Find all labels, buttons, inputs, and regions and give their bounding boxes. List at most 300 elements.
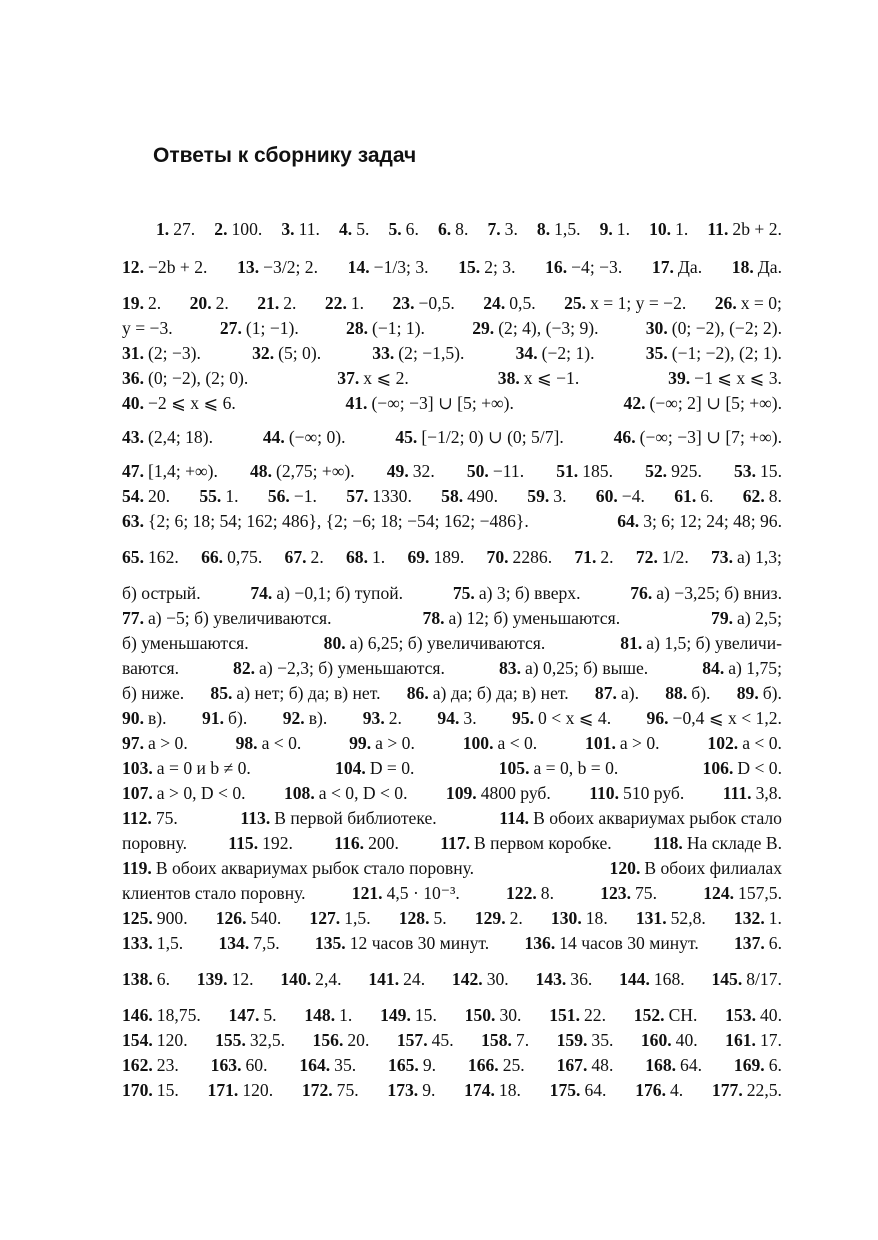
answer-value: 35. [591,1029,614,1050]
answer-value: б). [762,682,782,703]
answer-number: 131. [635,907,667,928]
answer-item [674,486,713,507]
answer-item [122,933,183,954]
answer-number: 34. [515,342,538,363]
answer-item [467,461,524,482]
answer-item [487,547,553,568]
answer-value: 9. [422,1054,437,1075]
answer-item [252,343,321,364]
answer-item [214,219,262,240]
answer-number: 49. [386,460,409,481]
answer-number: 95. [512,707,535,728]
answer-number: 79. [711,607,734,628]
answer-item [250,461,355,482]
answer-item [549,1005,606,1026]
answer-number: 16. [545,256,568,277]
answer-number: 66. [201,546,224,567]
answer-number: 91. [202,707,225,728]
answer-item [556,461,613,482]
answer-item [438,219,468,240]
answer-value: 64. [584,1079,607,1100]
answer-value: D < 0. [737,757,782,778]
answer-item [218,933,279,954]
answer-value: 6. [768,1054,782,1075]
answer-value: (−1; −2), (2; 1). [671,342,782,363]
answer-item [703,883,782,904]
answer-number: 15. [458,256,481,277]
answer-value: [1,4; +∞). [148,460,218,481]
answer-item [463,733,538,754]
answer-item [524,933,698,954]
answer-item [199,486,238,507]
answer-value: (2,75; +∞). [275,460,355,481]
answer-item [707,733,782,754]
answer-value: 15. [759,460,782,481]
answer-item [734,933,782,954]
answer-item [703,758,782,779]
answer-item [122,1055,179,1076]
answer-value: 2,4. [315,968,342,989]
answer-value: −1/3; 3. [373,256,429,277]
answer-item [299,1055,356,1076]
answer-item [481,1030,529,1051]
answer-number: 102. [707,732,739,753]
answer-number: 27. [219,317,242,338]
answer-number: 109. [445,782,477,803]
answer-value: (−∞; 2] ∪ [5; +∞). [649,392,782,413]
answer-number: 17. [651,256,674,277]
answer-value: 6. [700,485,714,506]
answer-item [349,733,415,754]
answer-line [122,1075,782,1105]
answer-value: 162. [148,546,179,567]
answer-value: 15. [414,1004,437,1025]
answer-item [216,908,282,929]
answer-value: 3,8. [755,782,782,803]
answer-number: 89. [736,682,759,703]
answer-number: 173. [387,1079,419,1100]
answer-item [122,547,179,568]
answer-number: 144. [619,968,650,989]
answer-value: 60. [245,1054,268,1075]
answer-item [712,1080,782,1101]
answer-item [122,783,246,804]
answer-item [512,708,611,729]
answer-item [441,486,498,507]
answer-number: 82. [233,657,256,678]
answer-number: 26. [714,292,737,313]
answer-number: 161. [725,1029,756,1050]
answer-value: 2. [148,292,162,313]
answer-value: 35. [334,1054,357,1075]
answer-value: 2b + 2. [732,218,782,239]
answer-value: В первой библиотеке. [274,807,437,828]
answer-value: 1330. [372,485,412,506]
answer-value: (1; −1). [245,317,299,338]
answer-item [122,368,248,389]
answer-value: 64. [680,1054,703,1075]
answer-item [228,833,293,854]
answer-item [337,368,409,389]
answer-value: а) −0,1; б) тупой. [276,582,404,603]
answer-value: CH. [668,1004,698,1025]
answer-item [395,427,563,448]
answer-item [475,908,523,929]
answer-number: 1. [156,218,170,239]
answer-value: 9. [422,1079,436,1100]
answer-number: 13. [237,256,260,277]
answer-value: 20. [148,485,170,506]
answer-number: 12. [122,256,144,277]
answer-number: 152. [633,1004,665,1025]
answer-number: 160. [640,1029,672,1050]
answer-value: 1/2. [661,546,689,567]
answer-value: −3/2; 2. [263,256,318,277]
answer-number: 5. [388,218,402,239]
answer-item [122,608,332,629]
answer-number: 69. [407,546,430,567]
answer-item [122,758,251,779]
answer-number: 57. [346,485,369,506]
answer-value: 925. [671,460,702,481]
answer-number: 61. [674,485,697,506]
answer-value: 1. [768,907,782,928]
answer-number: 174. [464,1079,495,1100]
answer-value: 8. [455,218,469,239]
answer-number: 73. [711,546,733,567]
answer-value: 192. [262,832,293,853]
answer-value: 20. [347,1029,370,1050]
answer-item [210,683,380,704]
answer-value: 75. [635,882,657,903]
answer-number: 55. [199,485,222,506]
answer-number: 80. [323,632,346,653]
answer-value: −11. [492,460,525,481]
answer-value: 3. [504,218,518,239]
answer-number: 98. [235,732,258,753]
answer-item [617,511,782,532]
answer-value: 27. [173,218,196,239]
answer-value: 157,5. [738,882,782,903]
answer-value: 14 часов 30 минут. [559,932,699,953]
answer-item [380,1005,437,1026]
answer-item [635,1080,683,1101]
answer-item [483,293,535,314]
answer-number: 176. [635,1079,666,1100]
answer-value: [−1/2; 0) ∪ (0; 5/7]. [421,426,564,447]
answer-number: 139. [196,968,228,989]
answer-item [702,658,782,679]
answer-value: 100. [231,218,263,239]
answer-number: 135. [314,932,346,953]
answer-value: 6. [768,932,782,953]
answer-number: 146. [122,1004,153,1025]
answer-value: x = 0; [740,292,782,313]
answer-number: 72. [635,546,658,567]
answer-value: −1. [293,485,317,506]
answer-number: 58. [441,485,464,506]
answer-value: 2286. [512,546,553,567]
answer-item [197,969,254,990]
answer-item [458,257,515,278]
answer-number: 50. [466,460,489,481]
answer-number: 101. [585,732,616,753]
answer-item [283,708,328,729]
answer-value: 120. [156,1029,188,1050]
answer-value: (−1; 1). [372,317,425,338]
answer-number: 153. [725,1004,756,1025]
answer-item [348,257,429,278]
answer-value: а) нет; б) да; в) нет. [236,682,381,703]
answer-value: б). [228,707,248,728]
answer-number: 20. [189,292,212,313]
answer-item [122,858,474,879]
answer-item [564,293,686,314]
answer-value: x ⩽ 2. [363,367,409,388]
answer-value: а) −5; б) увеличиваются. [148,607,332,628]
answer-item [600,883,657,904]
answer-number: 33. [372,342,395,363]
answer-number: 140. [280,968,312,989]
answer-number: 22. [324,292,347,313]
answer-item [122,427,213,448]
answer-item [453,583,581,604]
answer-value: a > 0. [148,732,188,753]
answer-value: 7. [515,1029,530,1050]
answer-number: 107. [122,782,153,803]
answer-value: a = 0 и b ≠ 0. [156,757,251,778]
answer-number: 18. [731,256,754,277]
answer-value: 22,5. [746,1079,782,1100]
answer-item [468,1055,525,1076]
answer-number: 63. [122,510,144,531]
answer-number: 142. [451,968,483,989]
answer-value: 1,5. [344,907,371,928]
answer-number: 124. [703,882,735,903]
answer-item [624,393,782,414]
answer-value: 2. [215,292,229,313]
answer-item [707,219,782,240]
answer-item [506,883,554,904]
answer-value: 0 < x ⩽ 4. [538,707,612,728]
answer-item [647,708,782,729]
answer-value: x ⩽ −1. [523,367,580,388]
answer-item [649,219,688,240]
answer-number: 37. [337,367,360,388]
answer-number: 4. [338,218,353,239]
answer-value: 1. [675,218,689,239]
answer-value: а) 6,25; б) увеличиваются. [349,632,546,653]
answer-number: 171. [207,1079,239,1100]
answer-value: а). [620,682,639,703]
answer-value: 7,5. [253,932,280,953]
answer-number: 165. [388,1054,419,1075]
answer-value: а) 0,25; б) выше. [524,657,649,678]
answer-number: 90. [122,707,144,728]
answer-value: 6. [156,968,170,989]
answer-item [211,1055,268,1076]
answer-value: 18. [585,907,608,928]
answer-number: 56. [267,485,290,506]
answer-number: 105. [498,757,530,778]
answer-item [122,393,236,414]
answer-item [122,257,207,278]
answer-line [122,252,782,282]
answer-value: −1 ⩽ x ⩽ 3. [694,367,782,388]
answer-value: Да. [677,256,703,277]
answer-number: 137. [734,932,765,953]
answer-item [619,969,685,990]
answer-item [550,1080,607,1101]
answer-value: (−2; 1). [541,342,595,363]
answer-number: 39. [668,367,691,388]
answer-item [725,1005,782,1026]
answer-number: 123. [600,882,631,903]
answer-value: В обоих аквариумах рыбок стало [533,807,782,828]
answer-value: −0,5. [418,292,455,313]
answer-value: (2; −3). [148,342,201,363]
answer-number: 145. [711,968,743,989]
answer-number: 96. [646,707,669,728]
answer-value: 5. [433,907,447,928]
answer-item: ваются. [122,657,179,678]
answer-item [668,368,782,389]
answer-number: 168. [645,1054,677,1075]
answer-item [527,486,566,507]
answer-value: (5; 0). [278,342,322,363]
answer-item [208,1080,274,1101]
answer-value: 0,5. [509,292,536,313]
answer-value: 5. [356,218,370,239]
answer-item [325,293,364,314]
answer-value: 189. [433,546,465,567]
answer-item [387,1080,435,1101]
answer-value: а) да; б) да; в) нет. [432,682,569,703]
answer-item [122,486,170,507]
answer-item [388,219,418,240]
answer-value: 490. [467,485,498,506]
answer-number: 70. [486,546,509,567]
answer-number: 64. [617,510,640,531]
answer-number: 83. [498,657,521,678]
answer-value: 52,8. [670,907,706,928]
answer-value: 11. [298,218,320,239]
answer-value: 2. [283,292,297,313]
answer-item [630,583,782,604]
answer-value: a < 0. [261,732,302,753]
answer-value: 8/17. [746,968,782,989]
answer-line [122,214,782,244]
answer-value: 510 руб. [623,782,685,803]
answer-line [122,964,782,994]
answer-number: 62. [742,485,765,506]
answer-value: а) 3; б) вверх. [478,582,581,603]
answer-item [734,461,782,482]
answer-number: 113. [240,807,271,828]
answer-value: x = 1; y = −2. [590,292,687,313]
answer-value: 185. [582,460,613,481]
answer-line [122,542,782,572]
answer-item [645,1055,702,1076]
answer-value: в). [148,707,167,728]
answer-value: 4. [669,1079,684,1100]
answer-value: 2. [600,546,614,567]
answer-number: 172. [301,1079,333,1100]
answer-value: 1. [371,546,386,567]
answer-item: б) острый. [122,582,201,603]
answer-number: 43. [122,426,144,447]
answer-item [665,683,710,704]
answer-value: 25. [502,1054,525,1075]
answer-item [499,758,619,779]
answer-item [646,318,782,339]
answer-number: 143. [535,968,567,989]
answer-number: 110. [589,782,620,803]
answer-number: 155. [215,1029,246,1050]
answer-number: 162. [122,1054,153,1075]
answer-number: 147. [228,1004,260,1025]
answer-item [339,219,369,240]
answer-value: 12. [231,968,254,989]
answer-value: 5. [263,1004,277,1025]
answer-item [399,908,447,929]
answer-item [557,1055,614,1076]
answer-number: 85. [210,682,233,703]
answer-value: 15. [156,1079,179,1100]
answer-item [315,933,489,954]
answer-value: (0; −2), (2; 0). [148,367,249,388]
answer-item [201,547,262,568]
answer-value: 3. [553,485,567,506]
answer-item [446,783,551,804]
answer-line [122,506,782,536]
answer-number: 100. [462,732,494,753]
answer-item [324,633,546,654]
answer-number: 148. [304,1004,336,1025]
answer-number: 53. [733,460,756,481]
answer-item [313,1030,370,1051]
answer-line [122,422,782,452]
answer-value: в). [308,707,328,728]
answer-number: 11. [707,218,729,239]
answer-number: 97. [122,732,144,753]
answer-item [397,1030,454,1051]
answer-item [734,908,782,929]
answer-item [122,908,188,929]
answer-item [465,1005,522,1026]
answer-number: 141. [368,968,400,989]
answer-value: (−∞; −3] ∪ [7; +∞). [639,426,782,447]
answer-value: 40. [759,1004,782,1025]
answer-number: 52. [645,460,668,481]
answer-number: 150. [464,1004,496,1025]
answer-number: 32. [252,342,275,363]
answer-item [268,486,317,507]
answer-item [122,808,178,829]
answer-item [309,908,370,929]
answer-number: 169. [733,1054,765,1075]
answer-number: 125. [122,907,153,928]
answer-value: a < 0, D < 0. [318,782,408,803]
answer-value: 120. [242,1079,274,1100]
answer-number: 119. [122,857,152,878]
answer-number: 24. [483,292,506,313]
answer-item [345,393,513,414]
answer-number: 115. [228,832,259,853]
answer-item [388,1055,436,1076]
answer-value: а) 1,3; [737,546,782,567]
answer-value: a > 0, D < 0. [156,782,246,803]
